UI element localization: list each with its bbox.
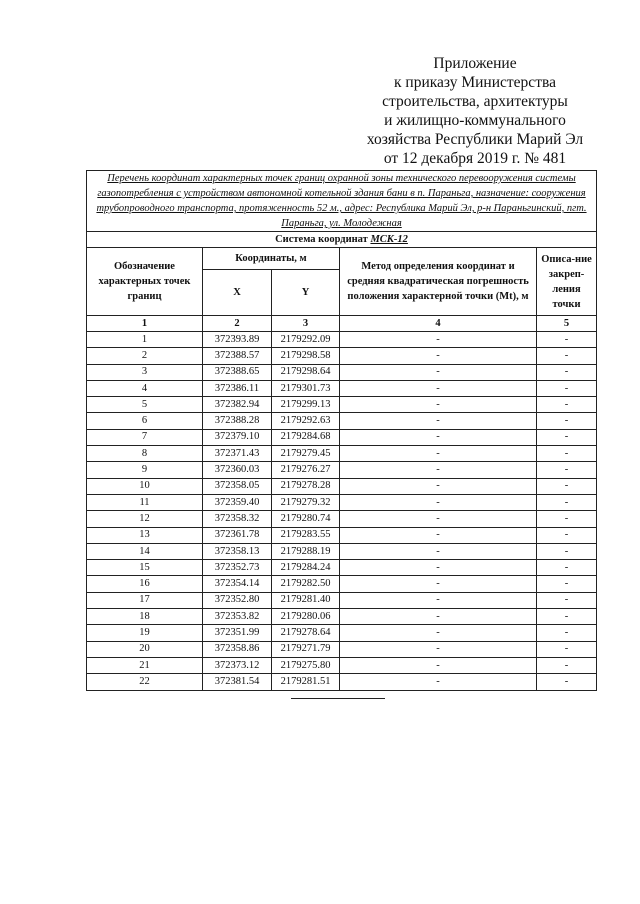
table-row [87, 380, 597, 396]
x-coordinate-cell: 372358.05 [203, 478, 272, 494]
header-y: Y [272, 270, 340, 316]
fixing-cell: - [537, 380, 597, 396]
header-coordinates: Координаты, м [203, 248, 340, 270]
method-cell: - [340, 527, 537, 543]
table-row [87, 527, 597, 543]
method-cell: - [340, 380, 537, 396]
x-coordinate-cell: 372382.94 [203, 397, 272, 413]
point-number-cell: 22 [87, 674, 203, 690]
header-line-date: от 12 декабря 2019 г. № 481 [383, 150, 567, 167]
y-coordinate-cell: 2179280.74 [272, 511, 340, 527]
table-row [87, 364, 597, 380]
x-coordinate-cell: 372351.99 [203, 625, 272, 641]
y-coordinate-cell: 2179275.80 [272, 657, 340, 673]
point-number-cell: 14 [87, 543, 203, 559]
fixing-cell: - [537, 609, 597, 625]
x-coordinate-cell: 372379.10 [203, 429, 272, 445]
point-number-cell: 16 [87, 576, 203, 592]
fixing-cell: - [537, 674, 597, 690]
fixing-cell: - [537, 494, 597, 510]
fixing-cell: - [537, 348, 597, 364]
fixing-cell: - [537, 397, 597, 413]
fixing-cell: - [537, 462, 597, 478]
x-coordinate-cell: 372358.32 [203, 511, 272, 527]
header-line-ministry-3: хозяйства Республики Марий Эл [366, 131, 584, 148]
fixing-cell: - [537, 625, 597, 641]
fixing-cell: - [537, 576, 597, 592]
point-number-cell: 5 [87, 397, 203, 413]
col-number-1: 1 [87, 316, 203, 332]
method-cell: - [340, 413, 537, 429]
table-row [87, 657, 597, 673]
point-number-cell: 9 [87, 462, 203, 478]
col-number-5: 5 [537, 316, 597, 332]
table-row [87, 592, 597, 608]
fixing-cell: - [537, 413, 597, 429]
method-cell: - [340, 348, 537, 364]
y-coordinate-cell: 2179292.09 [272, 332, 340, 348]
col-number-3: 3 [272, 316, 340, 332]
y-coordinate-cell: 2179284.24 [272, 560, 340, 576]
method-cell: - [340, 641, 537, 657]
y-coordinate-cell: 2179298.58 [272, 348, 340, 364]
table-row [87, 609, 597, 625]
point-number-cell: 6 [87, 413, 203, 429]
table-row [87, 625, 597, 641]
table-row [87, 332, 597, 348]
table-row [87, 397, 597, 413]
table-row [87, 348, 597, 364]
method-cell: - [340, 576, 537, 592]
method-cell: - [340, 657, 537, 673]
x-coordinate-cell: 372353.82 [203, 609, 272, 625]
table-row [87, 560, 597, 576]
table-row [87, 413, 597, 429]
method-cell: - [340, 674, 537, 690]
x-coordinate-cell: 372360.03 [203, 462, 272, 478]
method-cell: - [340, 429, 537, 445]
point-number-cell: 15 [87, 560, 203, 576]
x-coordinate-cell: 372354.14 [203, 576, 272, 592]
header-fixing: Описа-ние закреп-ления точки [537, 248, 597, 316]
coordinate-system-label: Система координат [275, 234, 368, 245]
method-cell: - [340, 462, 537, 478]
y-coordinate-cell: 2179278.64 [272, 625, 340, 641]
x-coordinate-cell: 372352.80 [203, 592, 272, 608]
point-number-cell: 4 [87, 380, 203, 396]
x-coordinate-cell: 372373.12 [203, 657, 272, 673]
x-coordinate-cell: 372393.89 [203, 332, 272, 348]
fixing-cell: - [537, 511, 597, 527]
point-number-cell: 12 [87, 511, 203, 527]
method-cell: - [340, 332, 537, 348]
fixing-cell: - [537, 364, 597, 380]
x-coordinate-cell: 372361.78 [203, 527, 272, 543]
table-row [87, 462, 597, 478]
x-coordinate-cell: 372358.13 [203, 543, 272, 559]
fixing-cell: - [537, 560, 597, 576]
y-coordinate-cell: 2179271.79 [272, 641, 340, 657]
y-coordinate-cell: 2179299.13 [272, 397, 340, 413]
y-coordinate-cell: 2179279.32 [272, 494, 340, 510]
table-row [87, 543, 597, 559]
point-number-cell: 18 [87, 609, 203, 625]
x-coordinate-cell: 372358.86 [203, 641, 272, 657]
fixing-cell: - [537, 429, 597, 445]
x-coordinate-cell: 372352.73 [203, 560, 272, 576]
table-row [87, 511, 597, 527]
method-cell: - [340, 609, 537, 625]
point-number-cell: 10 [87, 478, 203, 494]
fixing-cell: - [537, 543, 597, 559]
y-coordinate-cell: 2179292.63 [272, 413, 340, 429]
fixing-cell: - [537, 657, 597, 673]
x-coordinate-cell: 372388.28 [203, 413, 272, 429]
signature-divider [291, 698, 385, 699]
y-coordinate-cell: 2179282.50 [272, 576, 340, 592]
table-caption: Перечень координат характерных точек границ охранной зоны технического перевооружения системы газопотребления с устройством автономной котельной здания бани в п. Параньга, назначение: сооружения трубопроводного транспорта, протяженность 52 м., адрес: Республика Марий Эл, р-н Параньгинский, пгт. Параньга, ул. Молодежная [87, 171, 597, 232]
table-row [87, 429, 597, 445]
header-point: Обозначение характерных точек границ [87, 248, 203, 316]
fixing-cell: - [537, 332, 597, 348]
fixing-cell: - [537, 641, 597, 657]
x-coordinate-cell: 372388.57 [203, 348, 272, 364]
method-cell: - [340, 560, 537, 576]
method-cell: - [340, 494, 537, 510]
x-coordinate-cell: 372386.11 [203, 380, 272, 396]
header-line-annex: Приложение [433, 55, 517, 72]
fixing-cell: - [537, 527, 597, 543]
point-number-cell: 7 [87, 429, 203, 445]
col-number-2: 2 [203, 316, 272, 332]
header-method: Метод определения координат и средняя квадратическая погрешность положения характерной точки (Mt), м [340, 248, 537, 316]
point-number-cell: 8 [87, 446, 203, 462]
point-number-cell: 11 [87, 494, 203, 510]
method-cell: - [340, 592, 537, 608]
x-coordinate-cell: 372371.43 [203, 446, 272, 462]
coordinate-system-row [87, 232, 597, 248]
point-number-cell: 17 [87, 592, 203, 608]
y-coordinate-cell: 2179279.45 [272, 446, 340, 462]
fixing-cell: - [537, 592, 597, 608]
y-coordinate-cell: 2179301.73 [272, 380, 340, 396]
point-number-cell: 21 [87, 657, 203, 673]
point-number-cell: 2 [87, 348, 203, 364]
point-number-cell: 3 [87, 364, 203, 380]
y-coordinate-cell: 2179280.06 [272, 609, 340, 625]
method-cell: - [340, 397, 537, 413]
table-row [87, 478, 597, 494]
method-cell: - [340, 511, 537, 527]
annex-header [330, 54, 620, 168]
y-coordinate-cell: 2179281.40 [272, 592, 340, 608]
y-coordinate-cell: 2179298.64 [272, 364, 340, 380]
coordinates-table [86, 170, 597, 691]
point-number-cell: 13 [87, 527, 203, 543]
point-number-cell: 20 [87, 641, 203, 657]
table-row [87, 674, 597, 690]
y-coordinate-cell: 2179281.51 [272, 674, 340, 690]
point-number-cell: 1 [87, 332, 203, 348]
method-cell: - [340, 625, 537, 641]
y-coordinate-cell: 2179288.19 [272, 543, 340, 559]
table-row [87, 576, 597, 592]
x-coordinate-cell: 372388.65 [203, 364, 272, 380]
x-coordinate-cell: 372359.40 [203, 494, 272, 510]
header-x: X [203, 270, 272, 316]
header-line-order: к приказу Министерства [394, 74, 556, 91]
col-number-4: 4 [340, 316, 537, 332]
y-coordinate-cell: 2179278.28 [272, 478, 340, 494]
fixing-cell: - [537, 446, 597, 462]
y-coordinate-cell: 2179276.27 [272, 462, 340, 478]
method-cell: - [340, 364, 537, 380]
method-cell: - [340, 478, 537, 494]
point-number-cell: 19 [87, 625, 203, 641]
y-coordinate-cell: 2179283.55 [272, 527, 340, 543]
fixing-cell: - [537, 478, 597, 494]
y-coordinate-cell: 2179284.68 [272, 429, 340, 445]
table-row [87, 494, 597, 510]
method-cell: - [340, 446, 537, 462]
x-coordinate-cell: 372381.54 [203, 674, 272, 690]
table-row [87, 641, 597, 657]
header-line-ministry-1: строительства, архитектуры [382, 93, 568, 110]
coordinate-system-name: МСК-12 [370, 234, 408, 245]
table-row [87, 446, 597, 462]
header-line-ministry-2: и жилищно-коммунального [384, 112, 566, 129]
method-cell: - [340, 543, 537, 559]
